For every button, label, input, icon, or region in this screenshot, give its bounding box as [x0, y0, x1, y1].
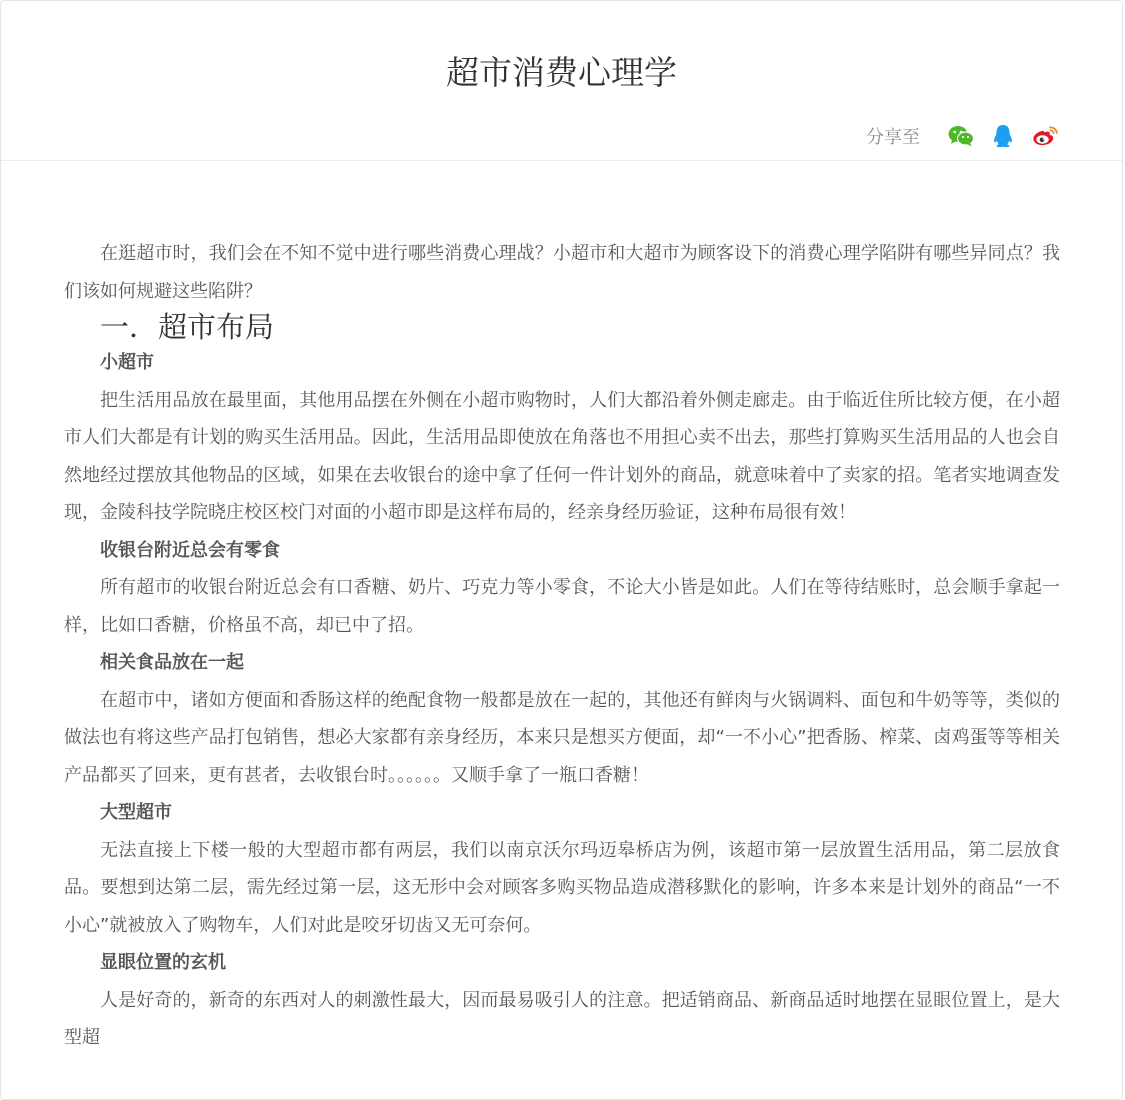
wechat-icon[interactable]: [946, 121, 976, 151]
subheading-related-foods: 相关食品放在一起: [100, 652, 244, 673]
section-heading: 一．超市布局: [100, 310, 275, 344]
subheading-checkout-snacks: 收银台附近总会有零食: [100, 539, 280, 561]
paragraph-prominent-position: 人是好奇的，新奇的东西对人的刺激性最大，因而最易吸引人的注意。把适销商品、新商品适时地摆在显眼位置上，是大型超: [64, 989, 1060, 1048]
weibo-icon[interactable]: [1030, 121, 1060, 151]
subheading-small-supermarket: 小超市: [100, 352, 154, 373]
paragraph-related-foods: 在超市中，诸如方便面和香肠这样的绝配食物一般都是放在一起的，其他还有鲜肉与火锅调料、面包和牛奶等等，类似的做法也有将这些产品打包销售，想必大家都有亲身经历，本来只是想买方便面，却“一不小心”把香肠、榨菜、卤鸡蛋等等相关产品都买了回来，更有甚者，去收银台时。。。。。。又顺手拿了一瓶口香糖！: [64, 689, 1060, 786]
paragraph-checkout-snacks: 所有超市的收银台附近总会有口香糖、奶片、巧克力等小零食，不论大小皆是如此。人们在等待结账时，总会顺手拿起一样，比如口香糖，价格虽不高，却已中了招。: [64, 577, 1060, 636]
paragraph-small-supermarket: 把生活用品放在最里面，其他用品摆在外侧在小超市购物时，人们大都沿着外侧走廊走。由于临近住所比较方便，在小超市人们大都是有计划的购买生活用品。因此，生活用品即使放在角落也不用担心卖不出去，那些打算购买生活用品的人也会自然地经过摆放其他物品的区域，如果在去收银台的途中拿了任何一件计划外的商品，就意味着中了卖家的招。笔者实地调查发现，金陵科技学院晓庄校区校门对面的小超市即是这样布局的，经亲身经历验证，这种布局很有效！: [64, 389, 1060, 523]
share-label: 分享至: [866, 127, 920, 148]
subheading-prominent-position: 显眼位置的玄机: [100, 952, 226, 973]
subheading-large-supermarket: 大型超市: [100, 802, 172, 823]
qq-icon[interactable]: [988, 121, 1018, 151]
article-title: 超市消费心理学: [446, 53, 677, 92]
share-bar: [866, 120, 1060, 152]
article-header: [1, 1, 1122, 161]
article-body: [64, 235, 1060, 1057]
intro-paragraph: 在逛超市时，我们会在不知不觉中进行哪些消费心理战？小超市和大超市为顾客设下的消费心理学陷阱有哪些异同点？我们该如何规避这些陷阱？: [64, 243, 1060, 302]
paragraph-large-supermarket: 无法直接上下楼一般的大型超市都有两层，我们以南京沃尔玛迈皋桥店为例，该超市第一层放置生活用品，第二层放食品。要想到达第二层，需先经过第一层，这无形中会对顾客多购买物品造成潜移默化的影响，许多本来是计划外的商品“一不小心”就被放入了购物车，人们对此是咬牙切齿又无可奈何。: [64, 839, 1060, 936]
